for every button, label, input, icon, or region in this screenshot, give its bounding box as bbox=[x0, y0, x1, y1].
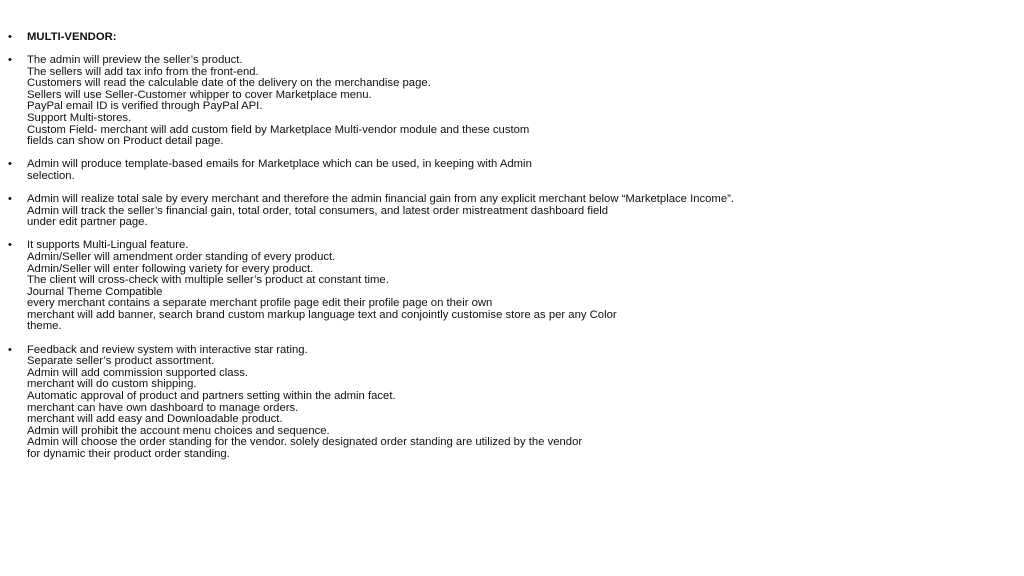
bullet-dot-icon: • bbox=[8, 193, 12, 206]
bullet-line: Customers will read the calculable date of the delivery on the merchandise page. bbox=[27, 77, 431, 90]
bullet-line: for dynamic their product order standing. bbox=[27, 447, 230, 460]
bullet-line: merchant will add easy and Downloadable product. bbox=[27, 413, 283, 426]
bullet-line: Separate seller’s product assortment. bbox=[27, 355, 215, 368]
bullet-line: Admin will prohibit the account menu choices and sequence. bbox=[27, 424, 330, 437]
bullet-dot-icon: • bbox=[8, 239, 12, 252]
bullet-dot-icon: • bbox=[8, 31, 12, 43]
bullet-dot-icon: • bbox=[8, 158, 12, 171]
bullet-line: Admin will choose the order standing for the vendor. solely designated order standing are utilized by the vendor bbox=[27, 436, 583, 449]
bullet-line: The sellers will add tax info from the front-end. bbox=[27, 65, 259, 78]
bullet-line: merchant will do custom shipping. bbox=[27, 378, 197, 391]
bullet-line: fields can show on Product detail page. bbox=[27, 135, 224, 148]
bullet-line: The admin will preview the seller’s product. bbox=[27, 54, 243, 67]
bullet-line: It supports Multi-Lingual feature. bbox=[27, 239, 189, 252]
bullet-line: theme. bbox=[27, 320, 62, 333]
bullet-dot-icon: • bbox=[8, 343, 12, 356]
bullet-line: Admin/Seller will amendment order standing of every product. bbox=[27, 250, 336, 263]
bullet-line: Admin will add commission supported class. bbox=[27, 366, 249, 379]
bullet-line: Automatic approval of product and partners setting within the admin facet. bbox=[27, 389, 396, 402]
heading-text: MULTI-VENDOR: bbox=[27, 31, 117, 43]
bullet-line: under edit partner page. bbox=[27, 216, 148, 229]
bullet-multi-lingual bbox=[8, 240, 1008, 333]
bullet-line: Admin/Seller will enter following variety for every product. bbox=[27, 262, 314, 275]
bullet-marketplace-income bbox=[8, 194, 1008, 229]
bullet-line: The client will cross-check with multiple seller’s product at constant time. bbox=[27, 274, 389, 287]
bullet-line: Sellers will use Seller-Customer whipper to cover Marketplace menu. bbox=[27, 88, 372, 101]
bullet-seller-features bbox=[8, 55, 1008, 148]
bullet-feedback-review bbox=[8, 345, 1008, 461]
bullet-line: merchant will add banner, search brand custom markup language text and conjointly customise store as per any Color bbox=[27, 308, 617, 321]
bullet-email-templates bbox=[8, 159, 1008, 182]
bullet-multi-vendor-heading bbox=[8, 32, 1008, 44]
bullet-list bbox=[8, 32, 1008, 472]
bullet-line: selection. bbox=[27, 169, 75, 182]
bullet-line: Support Multi-stores. bbox=[27, 112, 132, 125]
bullet-line: Admin will produce template-based emails for Marketplace which can be used, in keeping with Admin bbox=[27, 158, 532, 171]
bullet-dot-icon: • bbox=[8, 54, 12, 67]
bullet-line: Journal Theme Compatible bbox=[27, 285, 163, 298]
bullet-line: Admin will track the seller’s financial gain, total order, total consumers, and latest order mistreatment dashboard field bbox=[27, 204, 609, 217]
bullet-line: merchant can have own dashboard to manage orders. bbox=[27, 401, 299, 414]
bullet-line: Feedback and review system with interactive star rating. bbox=[27, 343, 308, 356]
bullet-line: PayPal email ID is verified through PayPal API. bbox=[27, 100, 263, 113]
bullet-line: Admin will realize total sale by every merchant and therefore the admin financial gain from any explicit merchant below “Marketplace Income”. bbox=[27, 193, 735, 206]
bullet-line: every merchant contains a separate merchant profile page edit their profile page on their own bbox=[27, 297, 493, 310]
bullet-line: Custom Field- merchant will add custom field by Marketplace Multi-vendor module and these custom bbox=[27, 123, 530, 136]
